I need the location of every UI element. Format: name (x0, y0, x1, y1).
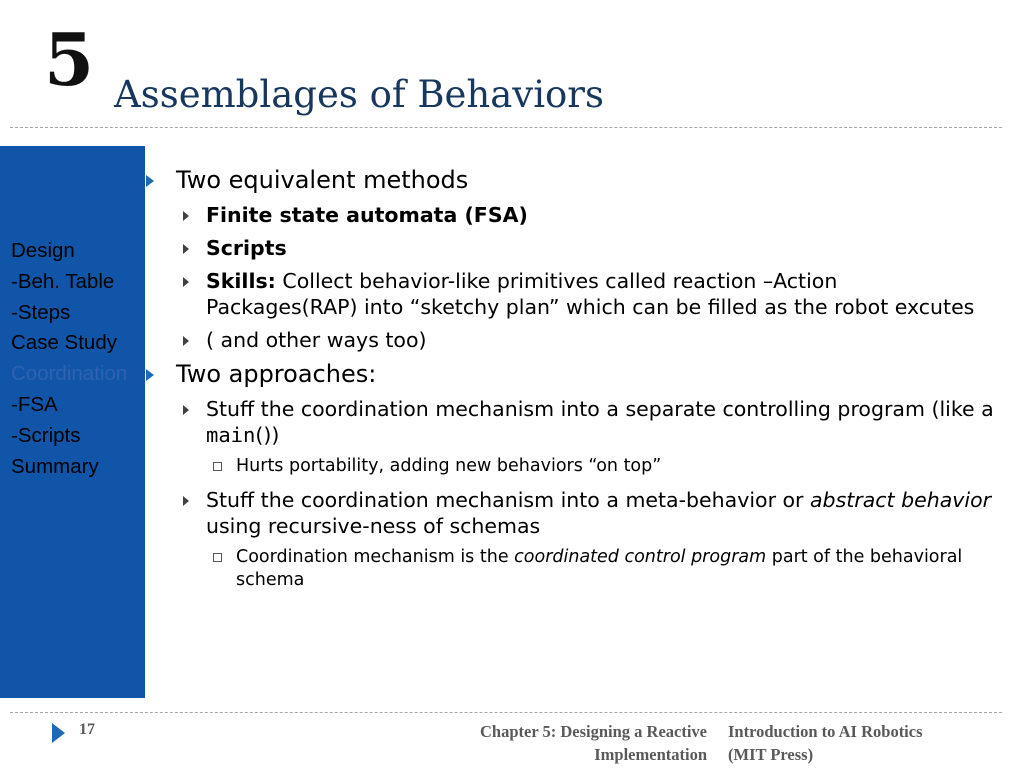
bullet-arrow-icon (146, 369, 154, 381)
footer-divider (10, 712, 1002, 713)
sub-bullet-arrow-icon (183, 405, 189, 415)
code-main: main (206, 423, 256, 447)
sidebar-item-scripts[interactable]: -Scripts (11, 423, 81, 447)
bullet-text-end: using recursive-ness of schemas (206, 514, 541, 538)
bullet-text: Hurts portability, adding new behaviors “on top” (236, 456, 662, 476)
bullet-text: Two approaches: (176, 360, 377, 388)
bullet-skills (145, 268, 995, 320)
bullet-coordinated-control (145, 546, 995, 592)
sidebar-item-summary[interactable]: Summary (11, 454, 99, 478)
bullet-meta-behavior (145, 487, 995, 539)
sidebar-item-coordination[interactable]: Coordination (11, 362, 128, 386)
sidebar-item-design[interactable]: Design (11, 239, 75, 262)
footer-chapter (400, 720, 707, 766)
footer-arrow-icon (52, 723, 65, 743)
sidebar-item-beh-table[interactable]: -Beh. Table (11, 269, 115, 293)
bullet-text: Collect behavior-like primitives called reaction –Action Packages(RAP) into “sketchy plan” which can be filled as the robot excutes (206, 269, 975, 319)
bullet-scripts (145, 235, 995, 261)
sidebar-item-case-study[interactable]: Case Study (11, 331, 117, 355)
bullet-text-end: part of the behavioral schema (236, 547, 963, 590)
bullet-text: ( and other ways too) (206, 328, 427, 352)
sidebar-item-steps[interactable]: -Steps (11, 300, 71, 324)
square-bullet-icon (213, 553, 222, 562)
square-bullet-icon (213, 462, 222, 471)
sub-bullet-arrow-icon (183, 244, 189, 254)
footer-chapter-line2: Implementation (594, 745, 707, 764)
sidebar-item-fsa[interactable]: -FSA (11, 392, 58, 416)
bullet-label: Skills: (206, 269, 276, 293)
bullet-text: Stuff the coordination mechanism into a meta-behavior or (206, 488, 810, 512)
sub-bullet-arrow-icon (183, 211, 189, 221)
sub-bullet-arrow-icon (183, 277, 189, 287)
footer-book-line2: (MIT Press) (728, 745, 814, 764)
slide-content (145, 164, 995, 592)
bullet-text: Stuff the coordination mechanism into a separate controlling program (like a (206, 397, 994, 421)
bullet-fsa (145, 202, 995, 228)
bullet-italic: abstract behavior (810, 488, 992, 512)
slide-title: Assemblages of Behaviors (114, 73, 604, 116)
bullet-text: Two equivalent methods (176, 166, 469, 194)
header-divider (10, 127, 1002, 128)
bullet-arrow-icon (146, 175, 154, 187)
footer-book-line1: Introduction to AI Robotics (728, 722, 923, 741)
sidebar-nav (11, 236, 161, 482)
bullet-text: Coordination mechanism is the (236, 547, 515, 567)
bullet-two-approaches (145, 359, 995, 389)
bullet-text: Finite state automata (FSA) (206, 203, 528, 227)
footer-book (728, 720, 998, 766)
bullet-hurts-portability (145, 455, 995, 478)
bullet-separate-program (145, 396, 995, 448)
bullet-two-methods (145, 165, 995, 195)
bullet-italic: coordinated control program (514, 547, 767, 567)
sub-bullet-arrow-icon (183, 336, 189, 346)
chapter-number: 5 (44, 17, 95, 102)
sub-bullet-arrow-icon (183, 496, 189, 506)
bullet-other-ways (145, 327, 995, 353)
bullet-text-end: ()) (255, 423, 280, 447)
footer-chapter-line1: Chapter 5: Designing a Reactive (479, 722, 707, 741)
page-number: 17 (79, 721, 95, 738)
bullet-text: Scripts (206, 236, 287, 260)
